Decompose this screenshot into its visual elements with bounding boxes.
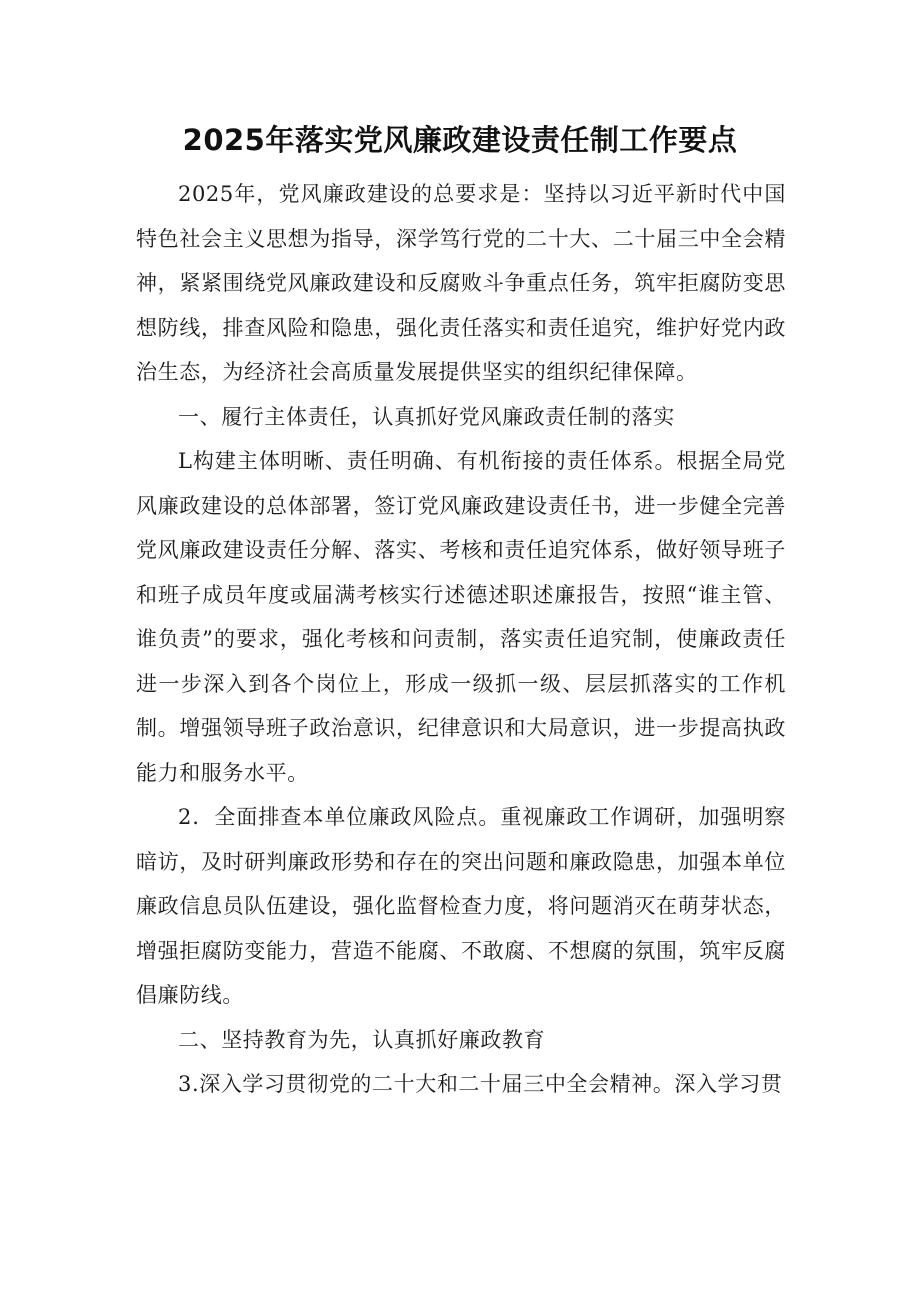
section-1-heading: 一、履行主体责任，认真抓好党风廉政责任制的落实 [178, 404, 675, 429]
item-2-paragraph: 2．全面排查本单位廉政风险点。重视廉政工作调研，加强明察暗访，及时研判廉政形势和存在的突出问题和廉政隐患，加强本单位廉政信息员队伍建设，强化监督检查力度，将问题消灭在萌芽状态，增强拒腐防变能力，营造不能腐、不敢腐、不想腐的氛围，筑牢反腐倡廉防线。 [136, 805, 786, 1007]
document-body [136, 172, 786, 1107]
section-2-heading: 二、坚持教育为先，认真抓好廉政教育 [178, 1027, 546, 1052]
item-1-paragraph: L构建主体明晰、责任明确、有机衔接的责任体系。根据全局党风廉政建设的总体部署，签订党风廉政建设责任书，进一步健全完善党风廉政建设责任分解、落实、考核和责任追究体系，做好领导班子和班子成员年度或届满考核实行述德述职述廉报告，按照“谁主管、谁负责”的要求，强化考核和问责制，落实责任追究制，使廉政责任进一步深入到各个岗位上，形成一级抓一级、层层抓落实的工作机制。增强领导班子政治意识，纪律意识和大局意识，进一步提高执政能力和服务水平。 [136, 449, 786, 785]
document-title: 2025年落实党风廉政建设责任制工作要点 [182, 123, 738, 157]
intro-paragraph: 2025年，党风廉政建设的总要求是：坚持以习近平新时代中国特色社会主义思想为指导，深学笃行党的二十大、二十届三中全会精神，紧紧围绕党风廉政建设和反腐败斗争重点任务，筑牢拒腐防变思想防线，排查风险和隐患，强化责任落实和责任追究，维护好党内政治生态，为经济社会高质量发展提供坚实的组织纪律保障。 [136, 182, 786, 384]
item-3-paragraph: 3.深入学习贯彻党的二十大和二十届三中全会精神。深入学习贯 [178, 1072, 783, 1096]
